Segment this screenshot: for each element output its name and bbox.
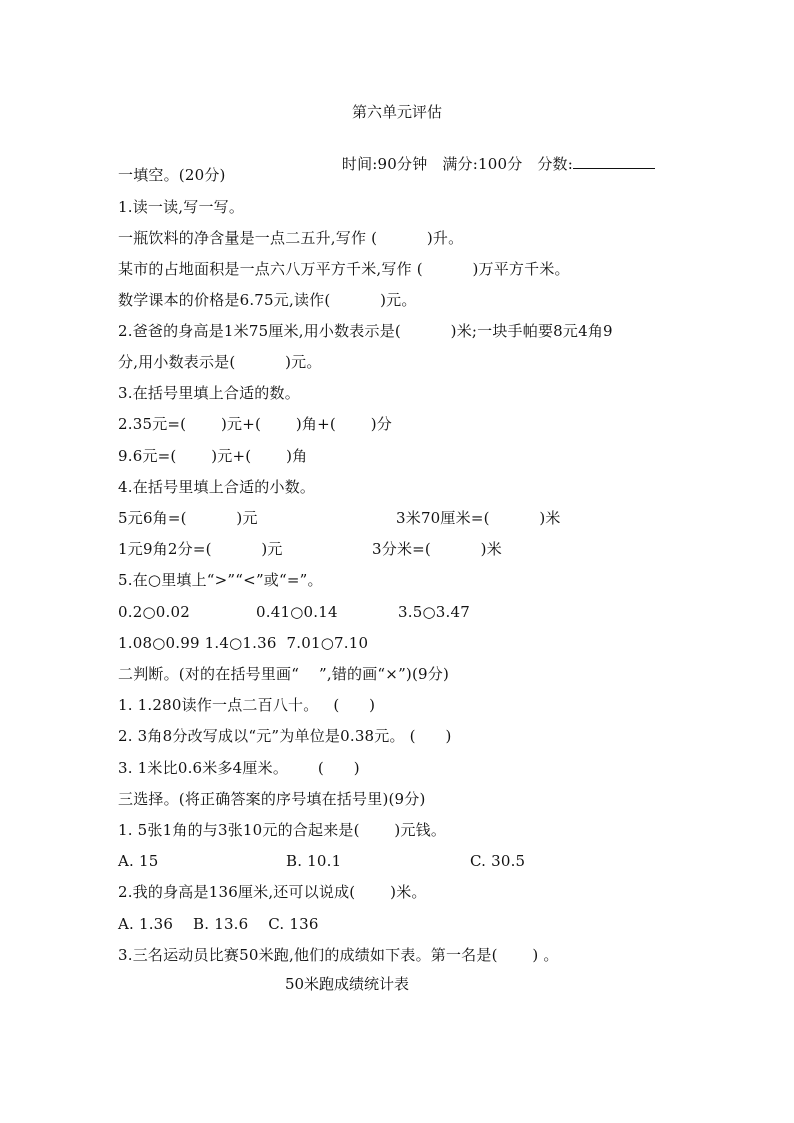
- q5-item-c: 3.5○3.47: [398, 603, 470, 621]
- score-label: 分数:: [537, 155, 573, 173]
- exam-meta: [322, 134, 655, 194]
- choice-q3-stem: 3.三名运动员比赛50米跑,他们的成绩如下表。第一名是( ) 。: [118, 946, 559, 964]
- q5-item-d: 1.08○0.99 1.4○1.36 7.01○7.10: [118, 634, 369, 652]
- q2-line2: 分,用小数表示是( )元。: [118, 353, 322, 371]
- table-caption: 50米跑成绩统计表: [284, 975, 410, 993]
- exam-time: 时间:90分钟: [341, 155, 428, 173]
- section3-heading: 三选择。(将正确答案的序号填在括号里)(9分): [118, 790, 426, 808]
- q2-line1: 2.爸爸的身高是1米75厘米,用小数表示是( )米;一块手帕要8元4角9: [118, 322, 613, 340]
- section1-heading: 一填空。(20分): [118, 166, 226, 184]
- q1-line1: 一瓶饮料的净含量是一点二五升,写作 ( )升。: [118, 229, 464, 247]
- judge-item-3: 3. 1米比0.6米多4厘米。 ( ): [118, 759, 360, 777]
- judge-item-2: 2. 3角8分改写成以“元”为单位是0.38元。 ( ): [118, 727, 452, 745]
- q4-item-b: 3米70厘米=( )米: [396, 509, 561, 527]
- choice-q1-option-b: B. 10.1: [286, 852, 342, 870]
- choice-q1-option-a: A. 15: [118, 852, 159, 870]
- q3-line2: 9.6元=( )元+( )角: [118, 447, 308, 465]
- judge-item-1: 1. 1.280读作一点二百八十。 ( ): [118, 696, 376, 714]
- q4-item-c: 1元9角2分=( )元: [118, 540, 283, 558]
- q1-line3: 数学课本的价格是6.75元,读作( )元。: [118, 291, 417, 309]
- q4-item-d: 3分米=( )米: [372, 540, 502, 558]
- section2-heading: 二判断。(对的在括号里画“ ”,错的画“×”)(9分): [118, 665, 450, 683]
- q4-label: 4.在括号里填上合适的小数。: [118, 478, 316, 496]
- q5-item-b: 0.41○0.14: [256, 603, 338, 621]
- score-blank[interactable]: [573, 154, 655, 169]
- exam-full-score: 满分:100分: [442, 155, 523, 173]
- q1-label: 1.读一读,写一写。: [118, 198, 245, 216]
- q3-line1: 2.35元=( )元+( )角+( )分: [118, 415, 392, 433]
- q5-item-a: 0.2○0.02: [118, 603, 190, 621]
- choice-q2-options: A. 1.36 B. 13.6 C. 136: [118, 915, 319, 933]
- q1-line2: 某市的占地面积是一点六八万平方千米,写作 ( )万平方千米。: [118, 260, 570, 278]
- page-title: 第六单元评估: [351, 103, 442, 121]
- q5-label: 5.在○里填上“>”“<”或“=”。: [118, 571, 323, 589]
- q4-item-a: 5元6角=( )元: [118, 509, 258, 527]
- choice-q2-stem: 2.我的身高是136厘米,还可以说成( )米。: [118, 883, 427, 901]
- choice-q1-stem: 1. 5张1角的与3张10元的合起来是( )元钱。: [118, 821, 447, 839]
- choice-q1-option-c: C. 30.5: [470, 852, 526, 870]
- q3-label: 3.在括号里填上合适的数。: [118, 384, 300, 402]
